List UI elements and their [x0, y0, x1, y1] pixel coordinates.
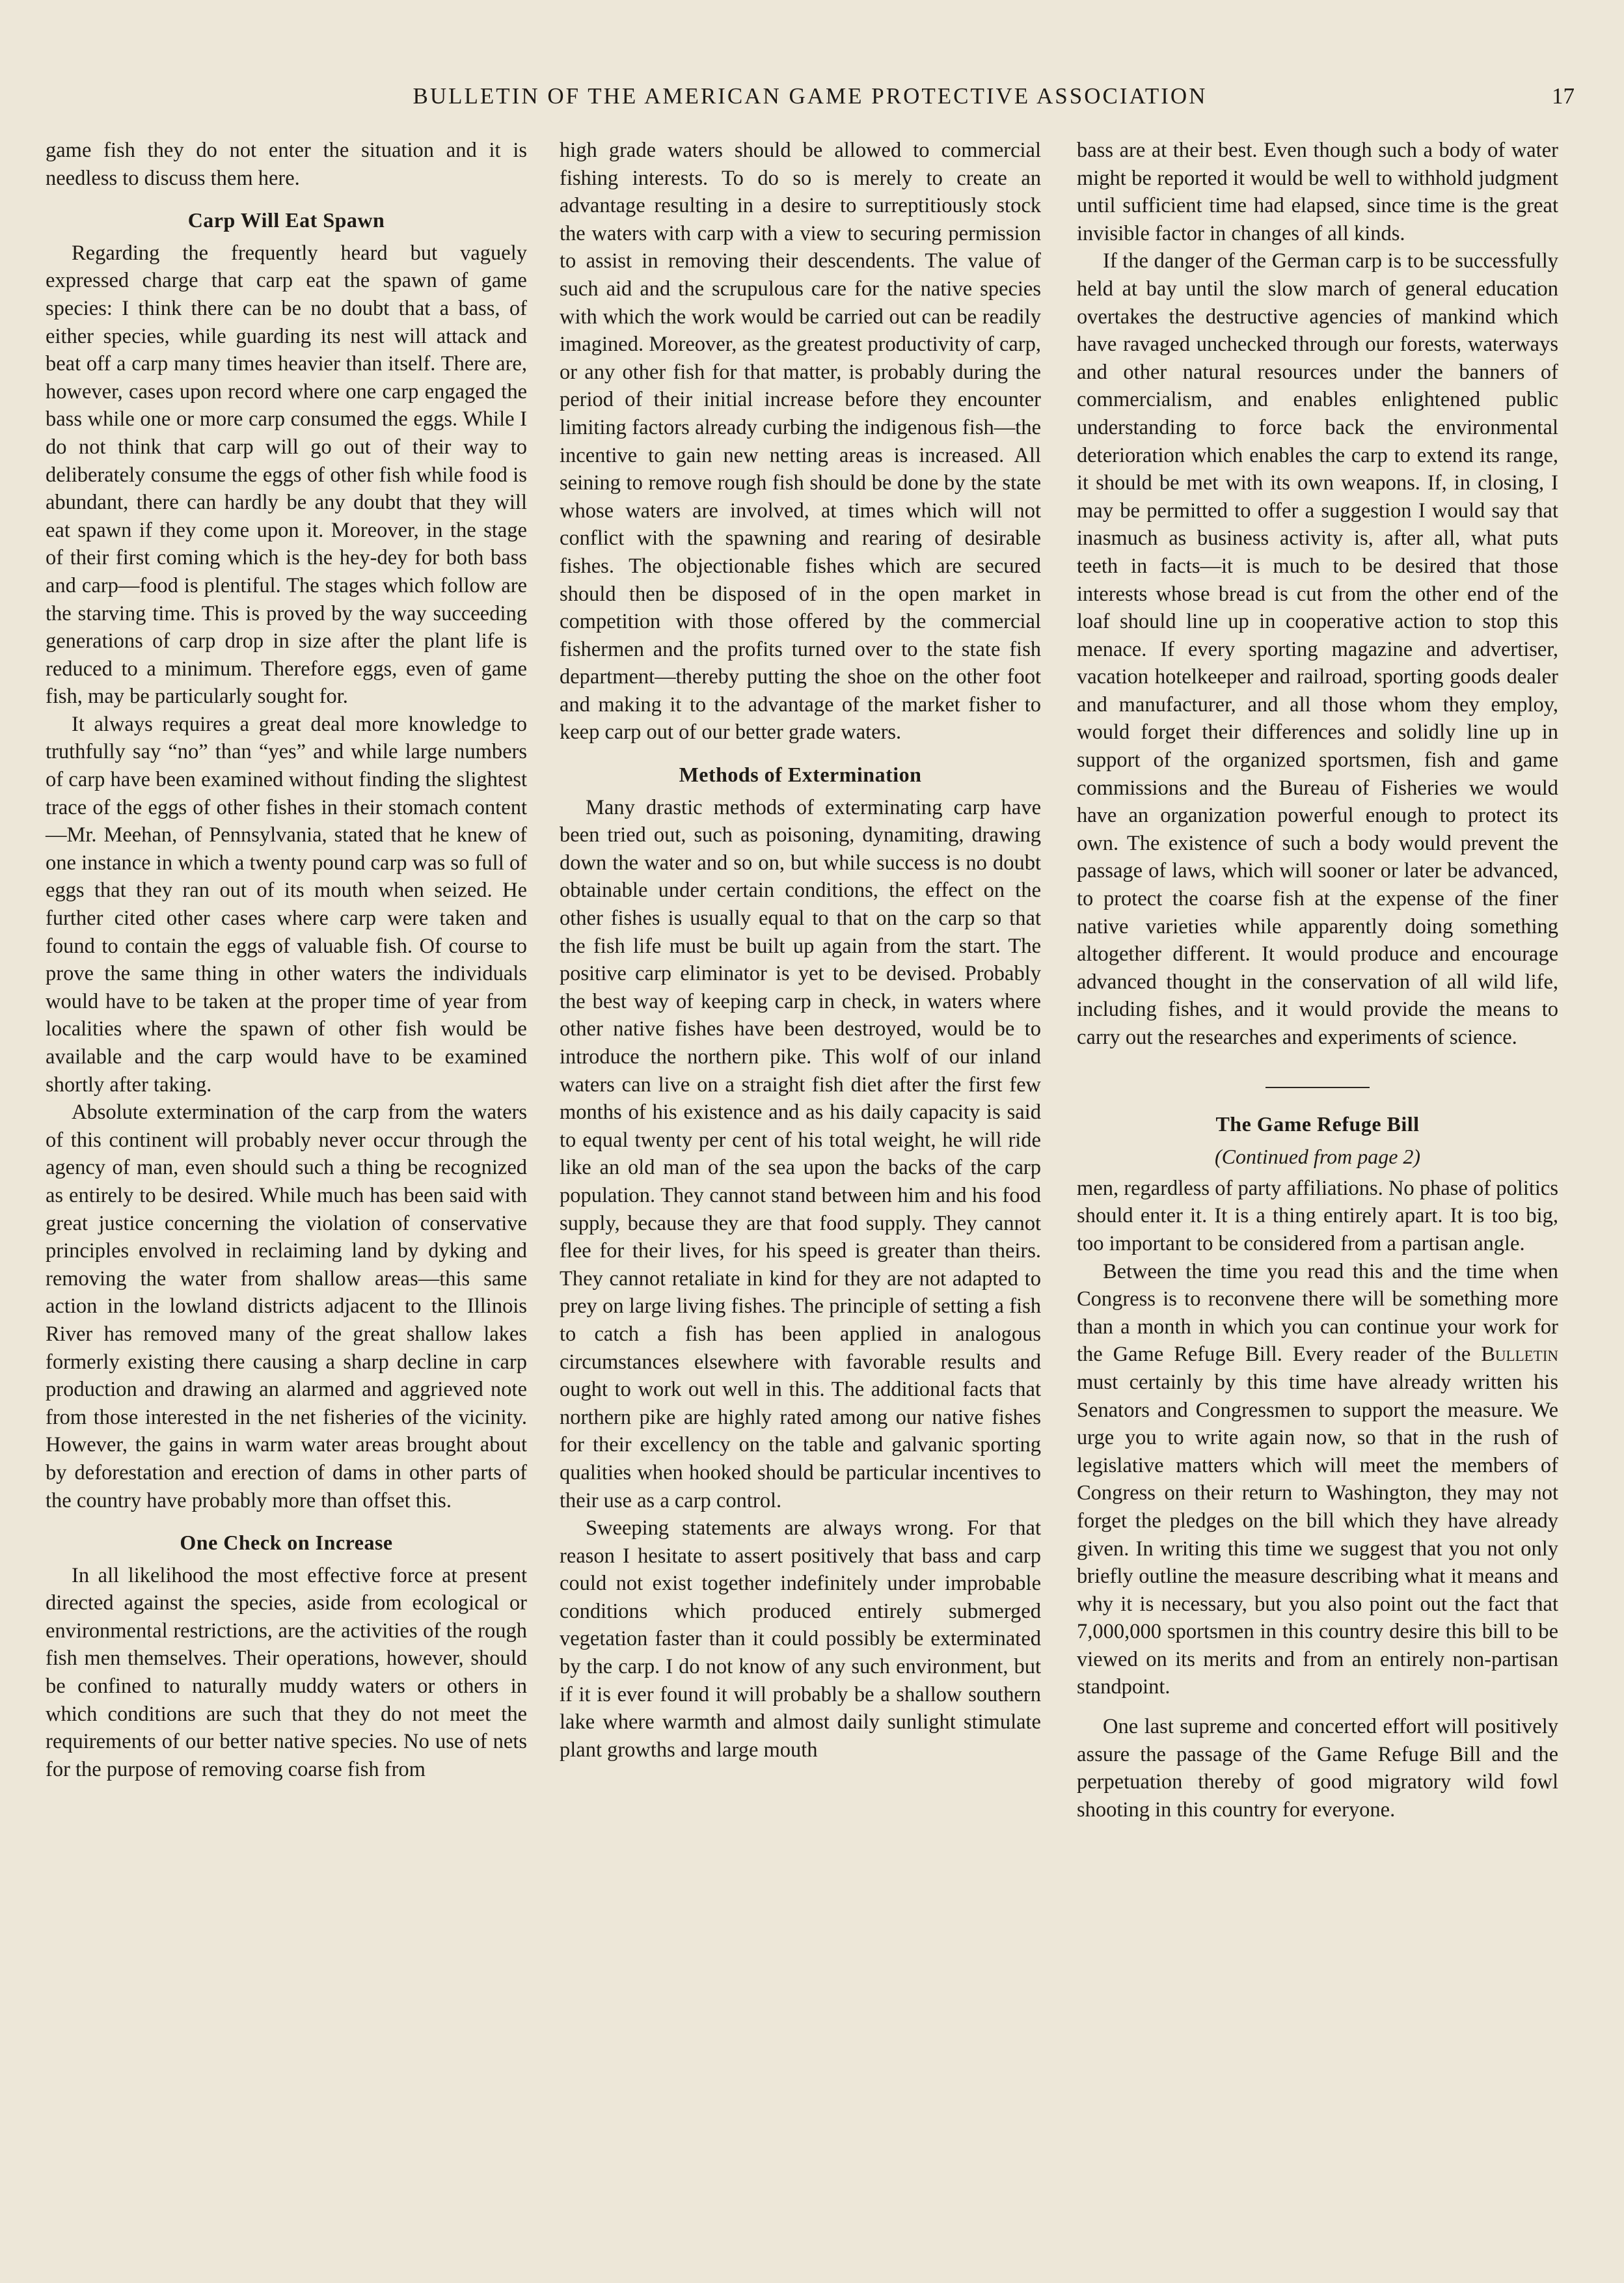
- continued-note: (Continued from page 2): [1214, 1145, 1421, 1169]
- section-divider: [1265, 1087, 1370, 1088]
- paragraph: men, regardless of party affiliations. No phase of politics should enter it. It is a thing entirely apart. It is too big, too important to be considered from a partisan angle.: [1077, 1176, 1558, 1255]
- paragraph: Sweeping statements are always wrong. For that reason I hesitate to assert positively that bass and carp could not exist together indefinitely under improbable conditions which produced entirely submerged vegetation faster than it could possibly be exterminated by the carp. I do not know of any such environment, but if it is ever found it will probably be a shallow southern lake where warmth and almost daily sunlight stimulate plant growths and large mouth: [560, 1516, 1041, 1762]
- paragraph: [1077, 1258, 1558, 1702]
- running-header: [46, 83, 1575, 122]
- column-2: [560, 137, 1041, 1764]
- publication-name: Bulletin: [1481, 1343, 1558, 1367]
- paragraph: In all likelihood the most effective force at present directed against the species, aside from ecological or environmental restrictions, are the activities of the rough fish men themselves. Their operations, however, should be confined to naturally muddy waters or others in which conditions are such that they do not meet the requirements of our better native species. No use of nets for the purpose of removing coarse fish from: [46, 1563, 527, 1781]
- article-heading: The Game Refuge Bill: [1215, 1112, 1420, 1136]
- paragraph: Many drastic methods of exterminating carp have been tried out, such as poisoning, dynamiting, drawing down the water and so on, but while success is no doubt obtainable under certain conditions, the effect on the other fishes is usually equal to that on the carp so that the fish life must be built up again from the start. The positive carp eliminator is yet to be devised. Probably the best way of keeping carp in check, in waters where other native fishes have been destroyed, would be to introduce the northern pike. This wolf of our inland waters can live on a straight fish diet after the first few months of his existence and as his daily capacity is said to equal twenty per cent of his total weight, he will ride like an old man of the sea upon the backs of the carp population. They cannot stand between him and his food supply, because they are that food supply. They cannot flee for their lives, for his speed is greater than theirs. They cannot retaliate in kind for they are not adapted to prey on large living fishes. The principle of setting a fish to catch a fish has been applied in analogous circumstances elsewhere with favorable results and ought to work out well in this. The additional facts that northern pike are highly rated among our native fishes for their excellency on the table and galvanic sporting qualities when hooked should be particular incentives to their use as a carp control.: [560, 795, 1041, 1512]
- paragraph-text: must certainly by this time have already written his Senators and Congressmen to support the measure. We urge you to write again now, so that in the rush of legislative matters which will meet the members of Congress on their return to Washington, they may not forget the pledges on the bill which they have already given. In writing this time we suggest that you not only briefly outline the measure describing what it means and why it is necessary, but you also point out the fact that 7,000,000 sportsmen in this country desire this bill to be viewed on its merits and from an entirely non-partisan standpoint.: [1077, 1370, 1558, 1699]
- paragraph: If the danger of the German carp is to be successfully held at bay until the slow march of general education overtakes the destructive agencies of mankind which have ravaged unchecked through our forests, waterways and other natural resources under the banners of commercialism, and enables enlightened public understanding to force back the environmental deterioration which enables the carp to extend its range, it should be met with its own weapons. If, in closing, I may be permitted to offer a suggestion I would say that inasmuch as business activity is, after all, what puts teeth in facts—it is much to be desired that those interests whose bread is cut from the other end of the loaf should line up in cooperative action to stop this menace. If every sporting magazine and advertiser, vacation hotelkeeper and railroad, sporting goods dealer and manufacturer, and all those whom they employ, would forget their differences and solidly line up in support of the organized sportsmen, fish and game commissions and the Bureau of Fisheries we would have an organization powerful enough to protect its own. The existence of such a body would prevent the passage of laws, which will sooner or later be advanced, to protect the coarse fish at the expense of the finer native varieties while apparently doing something altogether different. It would produce and encourage advanced thought in the conservation of all wild life, including fishes, and it would provide the means to carry out the researches and experiments of science.: [1077, 249, 1558, 1049]
- paragraph: game fish they do not enter the situation and it is needless to discuss them here.: [46, 139, 527, 190]
- paragraph: high grade waters should be allowed to commercial fishing interests. To do so is merely to create an advantage resulting in a desire to surreptitiously stock the waters with carp with a view to securing permission to assist in removing their descendents. The value of such aid and the scrupulous care for the native species with which the work would be carried out can be readily imagined. Moreover, as the greatest productivity of carp, or any other fish for that matter, is probably during the period of their initial increase before they encounter limiting factors already curbing the indigenous fish—the incentive to gain new netting areas is increased. All seining to remove rough fish should be done by the state whose waters are involved, at times which will not conflict with the spawning and rearing of desirable fishes. The objectionable fishes which are secured should then be disposed of in the open market in competition with those offered by the commercial fishermen and the profits turned over to the state fish department—thereby putting the shoe on the other foot and making it to the advantage of the market fisher to keep carp out of our better grade waters.: [560, 139, 1041, 745]
- paragraph: It always requires a great deal more knowledge to truthfully say “no” than “yes” and while large numbers of carp have been examined without finding the slightest trace of the eggs of other fishes in their stomach content—Mr. Meehan, of Pennsylvania, stated that he knew of one instance in which a twenty pound carp was so full of eggs that they ran out of its mouth when seized. He further cited other cases where carp were taken and found to contain the eggs of valuable fish. Of course to prove the same thing in other waters the individuals would have to be taken at the proper time of year from localities where the spawn of other fish would be available and the carp would have to be examined shortly after taking.: [46, 712, 527, 1097]
- running-head-title: BULLETIN OF THE AMERICAN GAME PROTECTIVE ASSOCIATION: [413, 83, 1208, 109]
- section-heading: Methods of Extermination: [679, 763, 922, 787]
- column-3: [1077, 137, 1558, 1824]
- paragraph: One last supreme and concerted effort will positively assure the passage of the Game Refuge Bill and the perpetuation thereby of good migratory wild fowl shooting in this country for everyone.: [1077, 1715, 1558, 1822]
- paragraph: Regarding the frequently heard but vaguely expressed charge that carp eat the spawn of game species: I think there can be no doubt that a bass, of either species, while guarding its nest will attack and beat off a carp many times heavier than itself. There are, however, cases upon record where one carp engaged the bass while one or more carp consumed the eggs. While I do not think that carp will go out of their way to deliberately consume the eggs of other fish while food is abundant, there can hardly be any doubt that they will eat spawn if they come upon it. Moreover, in the stage of their first coming which is the hey-dey for both bass and carp—food is plentiful. The stages which follow are the starving time. This is proved by the way succeeding generations of carp drop in size after the plant life is reduced to a minimum. Therefore eggs, even of game fish, may be particularly sought for.: [46, 241, 527, 709]
- paragraph: bass are at their best. Even though such a body of water might be reported it would be well to withhold judgment until sufficient time had elapsed, since time is the great invisible factor in changes of all kinds.: [1077, 139, 1558, 245]
- paragraph: Absolute extermination of the carp from the waters of this continent will probably never occur through the agency of man, even should such a thing be recognized as entirely to be desired. While much has been said with great justice concerning the violation of conservative principles envolved in reclaiming land by dyking and removing the water from shallow areas—this same action in the lowland districts adjacent to the Illinois River has removed many of the great shallow lakes formerly existing there causing a sharp decline in carp production and drawing an alarmed and aggrieved note from those interested in the net fisheries of the vicinity. However, the gains in warm water areas brought about by deforestation and erection of dams in other parts of the country have probably more than offset this.: [46, 1100, 527, 1512]
- section-heading: One Check on Increase: [180, 1531, 393, 1555]
- page-number: 17: [1552, 83, 1575, 109]
- column-1: [46, 137, 527, 1783]
- section-heading: Carp Will Eat Spawn: [187, 208, 385, 232]
- paragraph-text: Between the time you read this and the time when Congress is to reconvene there will be something more than a month in which you can continue your work for the Game Refuge Bill. Every reader of the: [1077, 1259, 1558, 1367]
